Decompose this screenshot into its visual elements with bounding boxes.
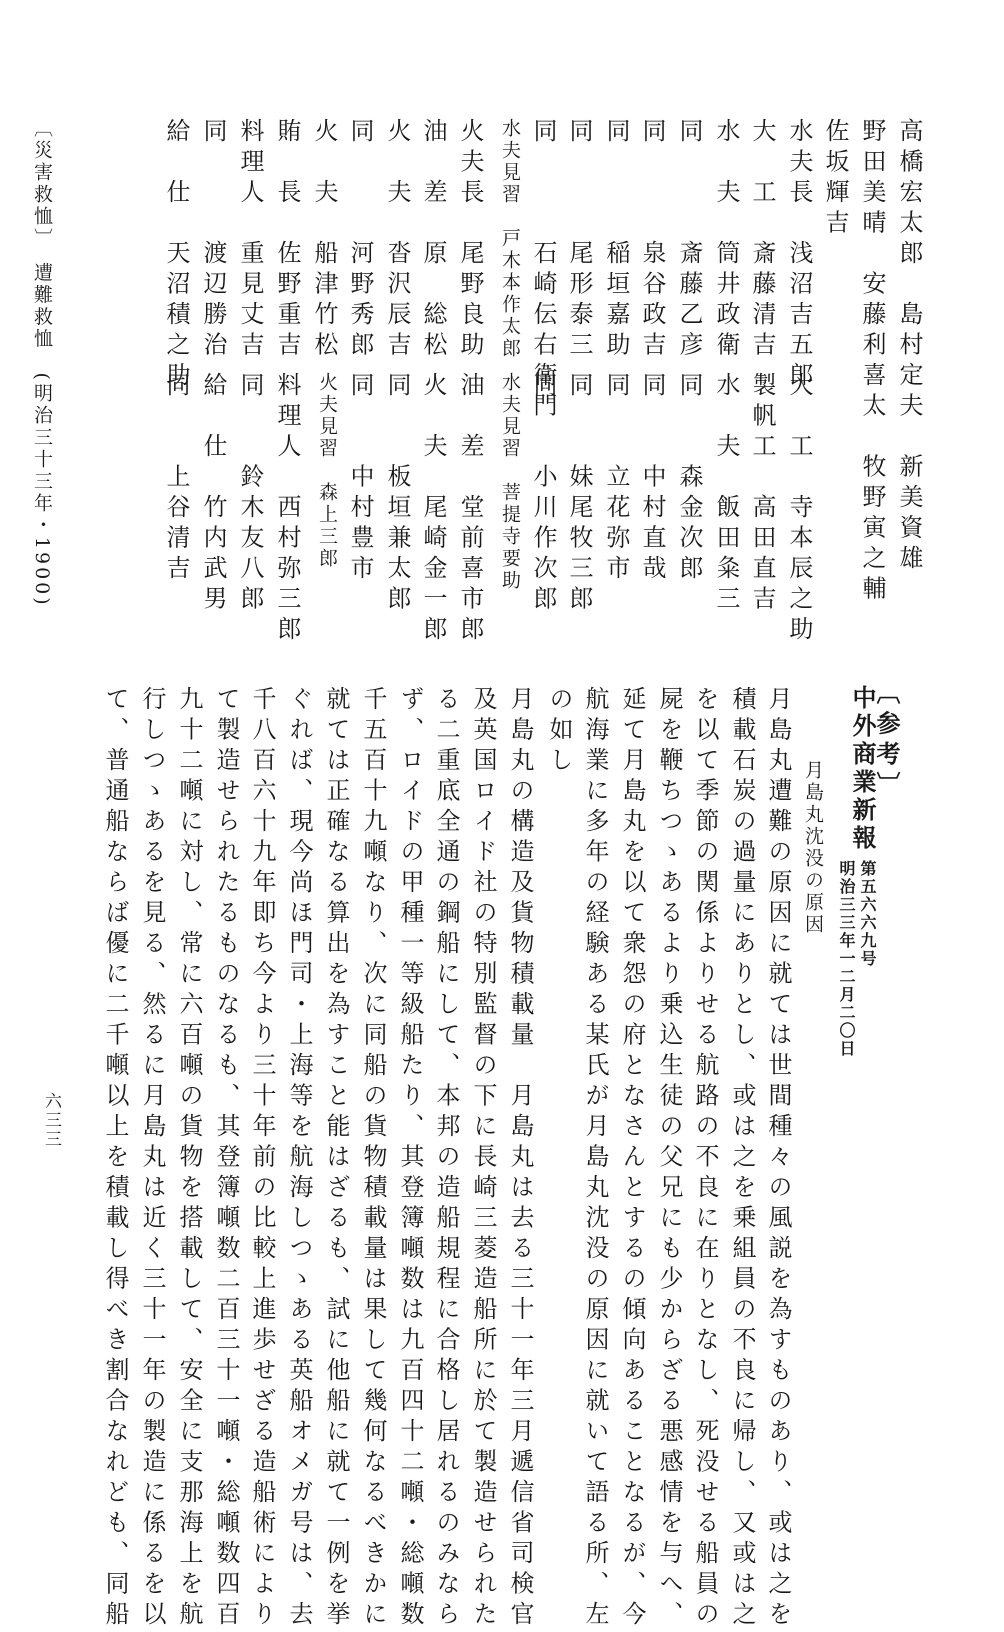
crew-column: 野田美晴 安藤利喜太 牧野寅之輔 xyxy=(858,118,886,606)
crew-column: 佐坂輝吉 xyxy=(821,118,849,240)
reference-label: 〔参考〕 xyxy=(872,680,901,802)
article-line: 積載石炭の過量にありとし、或は之を乗組員の不良に帰し、又或は之 xyxy=(728,686,756,1632)
article-line: 及英国ロイド社の特別監督の下に長崎三菱造船所に於て製造せられた xyxy=(469,686,497,1632)
page-number: 六三三 xyxy=(41,1092,61,1149)
newspaper-name: 中外商業新報 xyxy=(848,685,877,853)
crew-column: 大 工 寺本辰之助 xyxy=(785,372,813,647)
crew-column: 賄 長 佐野重吉 xyxy=(273,118,301,362)
article-headline: 月島丸沈没の原因 xyxy=(802,760,824,936)
crew-column: 水 夫 飯田粂三 xyxy=(712,372,740,616)
article-line: て製造せられたるものなるも、其登簿噸数二百三十一噸・総噸数四百 xyxy=(212,686,240,1632)
article-line: 行しつゝあるを見る、然るに月島丸は近く三十一年の製造に係るを以 xyxy=(138,686,166,1632)
crew-column: 水夫見習 菩提寺要助 xyxy=(499,372,521,592)
article-line: 千五百十九噸なり、次に同船の貨物積載量は果して幾何なるべきかに xyxy=(359,686,387,1632)
running-header: 〔災害救恤〕 遭難救恤 (明治三十三年・1900) xyxy=(31,118,53,608)
article-line: て、普通船ならば優に二千噸以上を積載し得べき割合なれども、同船 xyxy=(101,686,129,1632)
article-line: 航海業に多年の経験ある某氏が月島丸沈没の原因に就いて語る所、左 xyxy=(581,686,609,1632)
article-line: る二重底全通の鋼船にして、本邦の造船規程に合格し居れるのみなら xyxy=(432,686,460,1632)
crew-column: 給 仕 天沼積之助 xyxy=(162,118,190,393)
article-line: ず、ロイドの甲種一等級船たり、其登簿噸数は九百四十二噸・総噸数 xyxy=(396,686,424,1632)
crew-column: 同 尾形泰三 xyxy=(565,118,593,362)
crew-column: 火夫長 尾野良助 xyxy=(456,118,484,362)
crew-column: 同 斎藤乙彦 xyxy=(675,118,703,362)
crew-column: 水夫長 浅沼吉五郎 xyxy=(785,118,813,393)
crew-column: 同 渡辺勝治 xyxy=(199,118,227,362)
crew-column: 火 夫 尾崎金一郎 xyxy=(419,372,447,647)
crew-column: 油 差 堂前喜市郎 xyxy=(456,372,484,647)
crew-column: 火夫見習 森上三郎 xyxy=(316,372,338,570)
crew-column: 水夫見習 戸木本作太郎 xyxy=(499,118,521,360)
crew-column: 同 板垣兼太郎 xyxy=(383,372,411,616)
crew-column: 同 河野秀郎 xyxy=(346,118,374,362)
crew-column: 同 泉谷政吉 xyxy=(638,118,666,362)
crew-column: 同 森金次郎 xyxy=(675,372,703,586)
crew-column: 同 中村直哉 xyxy=(638,372,666,586)
crew-column: 料理人 西村弥三郎 xyxy=(273,372,301,647)
crew-column: 同 上谷清吉 xyxy=(162,372,190,586)
article-line: 月島丸遭難の原因に就ては世間種々の風説を為すものあり、或は之を xyxy=(764,686,792,1632)
article-line: 延て月島丸を以て衆怨の府となさんとするの傾向あることなるが、今 xyxy=(618,686,646,1632)
article-line: を以て季節の関係よりせる航路の不良に在りとなし、死没せる船員の xyxy=(691,686,719,1632)
crew-column: 同 稲垣嘉助 xyxy=(602,118,630,362)
issue-number: 第五六六九号 xyxy=(858,860,877,968)
crew-column: 水 夫 筒井政衛 xyxy=(712,118,740,362)
crew-column: 料理人 重見丈吉 xyxy=(236,118,264,362)
article-line: 九十二噸に対し、常に六百噸の貨物を搭載して、安全に支那海上を航 xyxy=(175,686,203,1632)
crew-column: 同 妹尾牧三郎 xyxy=(565,372,593,616)
crew-column: 火 夫 船津竹松 xyxy=(310,118,338,362)
article-line: 月島丸の構造及貨物積載量 月島丸は去る三十一年三月遞信省司検官 xyxy=(506,686,534,1632)
article-line: 就ては正確なる算出を為すこと能はざるも、試に他船に就て一例を挙 xyxy=(322,686,350,1632)
crew-column: 大 工 斎藤清吉 xyxy=(748,118,776,362)
crew-column: 給 仕 竹内武男 xyxy=(199,372,227,616)
crew-column: 同 鈴木友八郎 xyxy=(236,372,264,616)
crew-column: 高橋宏太郎 島村定夫 新美資雄 xyxy=(895,118,923,576)
crew-column: 同 立花弥市 xyxy=(602,372,630,586)
crew-column: 製帆工 高田直吉 xyxy=(748,372,776,616)
crew-column: 同 小川作次郎 xyxy=(529,372,557,616)
issue-date: 明治三三年一二月二〇日 xyxy=(837,860,856,1058)
crew-column: 火 夫 沓沢辰吉 xyxy=(383,118,411,362)
crew-column: 油 差 原 総松 xyxy=(419,118,447,362)
crew-column: 同 石崎伝右衛門 xyxy=(529,118,557,423)
article-line: 千八百六十九年即ち今より三十年前の比較上進歩せざる造船術により xyxy=(248,686,276,1632)
article-line: の如し xyxy=(545,686,573,778)
article-line: ぐれば、現今尚ほ門司・上海等を航海しつゝある英船オメガ号は、去 xyxy=(285,686,313,1632)
crew-column: 同 中村豊市 xyxy=(346,372,374,586)
article-line: 屍を鞭ちつゝあるより乗込生徒の父兄にも少からざる悪感情を与へ、 xyxy=(655,686,683,1632)
